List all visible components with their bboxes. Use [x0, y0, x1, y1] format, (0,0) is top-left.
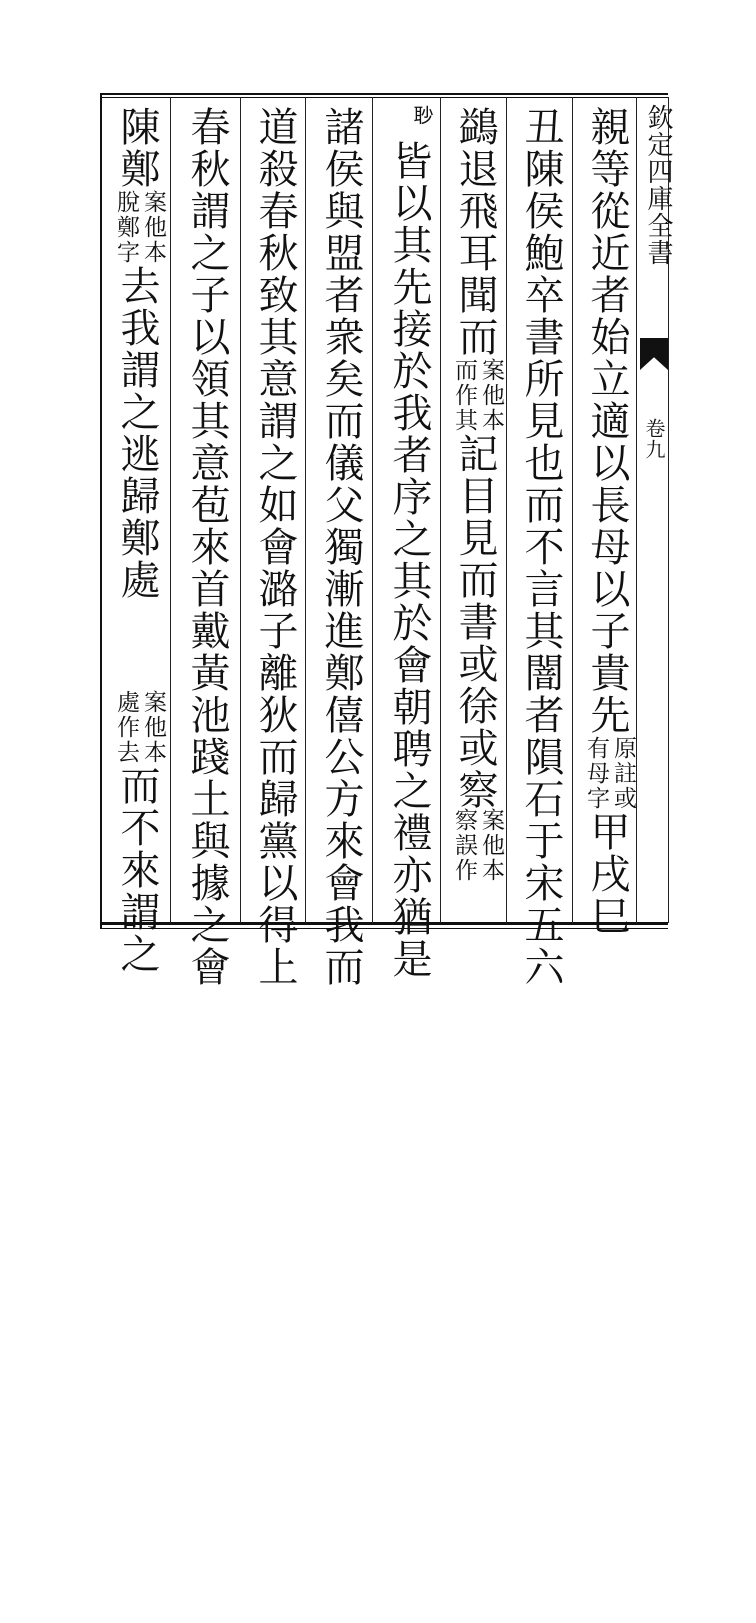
frame-top-border — [100, 93, 668, 95]
column-divider — [372, 97, 373, 923]
annotation — [582, 736, 636, 811]
column-text: 去我謂之逃歸鄭處 — [114, 265, 160, 601]
text-column-7 — [178, 106, 236, 988]
frame-left-border — [100, 93, 102, 928]
column-divider — [170, 97, 171, 923]
column-text: 道殺春秋致其意謂之如會潞子離狄而歸黨以得上 — [252, 106, 298, 988]
annotation-line: 而作其 — [451, 358, 477, 433]
book-title: 欽定四庫全書 — [643, 104, 673, 266]
column-divider — [240, 97, 241, 923]
annotation-line: 案他本 — [140, 190, 166, 265]
column-divider — [506, 97, 507, 923]
annotation-line: 處作去 — [113, 690, 139, 765]
text-column-4 — [380, 140, 438, 980]
text-column-5 — [312, 106, 370, 988]
column-text: 諸侯與盟者衆矣而儀父獨漸進鄭僖公方來會我而 — [318, 106, 364, 988]
annotation-line: 案他本 — [140, 690, 166, 765]
annotation — [112, 190, 166, 265]
column-text: 春秋謂之子以領其意苞來首戴黃池踐土與據之會 — [184, 106, 230, 988]
text-column-3 — [446, 106, 504, 921]
text-column-2 — [512, 106, 570, 988]
text-column-6 — [246, 106, 304, 988]
text-column-1 — [578, 106, 636, 937]
annotation-line: 原註或 — [610, 736, 636, 811]
column-text: 皆以其先接於我者序之其於會朝聘之禮亦猶是 — [386, 140, 432, 980]
annotation-line: 脫鄭字 — [113, 190, 139, 265]
annotation-line: 有母字 — [583, 736, 609, 811]
column-text: 陳鄭 — [114, 106, 160, 190]
head-mark: 𦕈 — [412, 106, 436, 126]
annotation — [450, 358, 504, 433]
annotation-line: 察誤作 — [451, 808, 477, 883]
frame-top-inner-border — [100, 97, 668, 98]
column-text: 而不來謂之 — [114, 765, 160, 975]
column-divider — [440, 97, 441, 923]
fishtail-mark-icon — [640, 338, 668, 370]
volume-label: 卷九 — [642, 418, 666, 460]
annotation-line: 案他本 — [478, 808, 504, 883]
annotation-line: 案他本 — [478, 358, 504, 433]
column-text: 親等從近者始立適以長母以子貴先 — [584, 106, 630, 736]
trailing-annotation — [446, 808, 504, 1623]
text-column-8-tail — [108, 690, 166, 1505]
column-divider — [305, 97, 306, 923]
column-text: 丑陳侯鮑卒書所見也而不言其闇者隕石于宋五六 — [518, 106, 564, 988]
column-divider — [636, 97, 637, 923]
column-divider — [572, 97, 573, 923]
column-text: 鷁退飛耳聞而 — [452, 106, 498, 358]
column-text: 記目見而書或徐或察 — [452, 433, 498, 811]
column-text: 甲戌巳 — [584, 811, 630, 937]
